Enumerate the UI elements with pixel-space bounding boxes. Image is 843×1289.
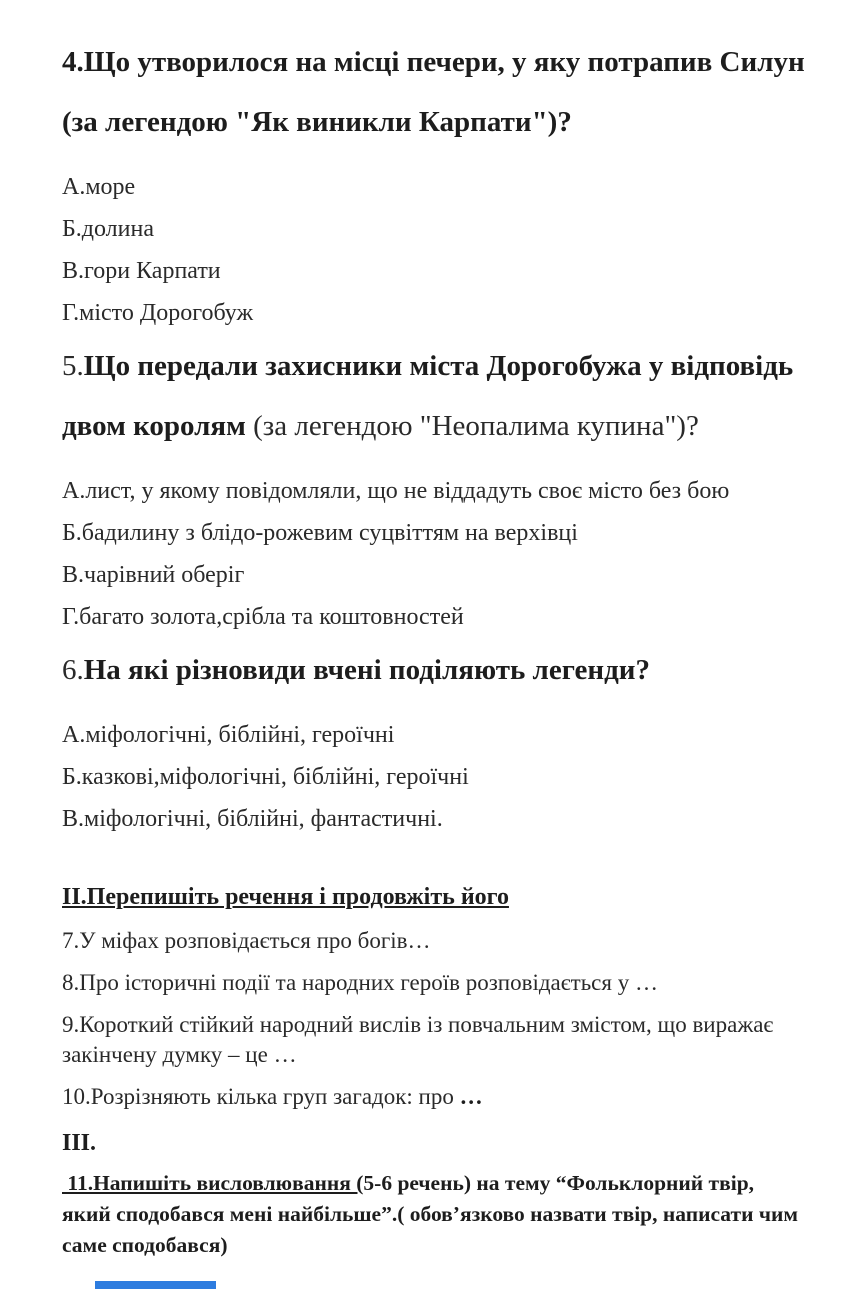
question-6-text: На які різновиди вчені поділяють легенди? bbox=[83, 654, 650, 686]
item-7: 7.У міфах розповідається про богів… bbox=[62, 928, 431, 953]
question-4 bbox=[62, 32, 807, 152]
bottom-partial-blue-bar bbox=[95, 1281, 216, 1289]
question-4-number: 4. bbox=[62, 46, 84, 78]
question-6-options bbox=[62, 714, 807, 840]
section-3-label: ІІІ. bbox=[62, 1130, 97, 1156]
section-2-heading: ІІ.Перепишіть речення і продовжіть його bbox=[62, 884, 509, 910]
option-5-v: В.чарівний оберіг bbox=[62, 562, 245, 588]
question-5-number: 5. bbox=[62, 350, 84, 382]
option-4-g: Г.місто Дорогобуж bbox=[62, 300, 254, 326]
question-4-text: Що утворилося на місці печери, у яку потрапив Силун (за легендою "Як виникли Карпати")? bbox=[62, 46, 805, 138]
question-4-options bbox=[62, 166, 807, 334]
option-4-a: А.море bbox=[62, 174, 136, 200]
item-9: 9.Короткий стійкий народний вислів із повчальним змістом, що виражає закінчену думку – це … bbox=[62, 1012, 774, 1067]
item-10 bbox=[62, 1082, 807, 1112]
question-5-tail: (за легендою "Неопалима купина")? bbox=[245, 410, 699, 442]
question-6 bbox=[62, 640, 807, 700]
option-6-v: В.міфологічні, біблійні, фантастичні. bbox=[62, 806, 443, 832]
item-11-underlined-part: 11.Напишіть висловлювання ( bbox=[62, 1171, 364, 1195]
item-10-text: 10.Розрізняють кілька груп загадок: про bbox=[62, 1084, 460, 1109]
item-11-rest: 5-6 речень) на тему “Фольклорний твір, який сподобався мені найбільше”.( обов’язково назвати твір, написати чим саме сподобався) bbox=[62, 1171, 798, 1257]
option-5-g: Г.багато золота,срібла та коштовностей bbox=[62, 604, 464, 630]
question-5 bbox=[62, 336, 807, 456]
option-5-a: А.лист, у якому повідомляли, що не віддадуть своє місто без бою bbox=[62, 478, 730, 504]
option-6-b: Б.казкові,міфологічні, біблійні, героїчні bbox=[62, 764, 469, 790]
item-8: 8.Про історичні події та народних героїв розповідається у … bbox=[62, 970, 658, 995]
question-6-number: 6. bbox=[62, 654, 84, 686]
item-10-ellipsis: … bbox=[459, 1084, 483, 1109]
option-4-v: В.гори Карпати bbox=[62, 258, 221, 284]
question-5-options bbox=[62, 470, 807, 638]
option-6-a: А.міфологічні, біблійні, героїчні bbox=[62, 722, 395, 748]
item-11 bbox=[62, 1168, 807, 1261]
option-5-b: Б.бадилину з блідо-рожевим суцвіттям на верхівці bbox=[62, 520, 578, 546]
question-5-text: Що передали захисники міста Дорогобужа у відповідь двом королям bbox=[62, 350, 794, 442]
option-4-b: Б.долина bbox=[62, 216, 154, 242]
